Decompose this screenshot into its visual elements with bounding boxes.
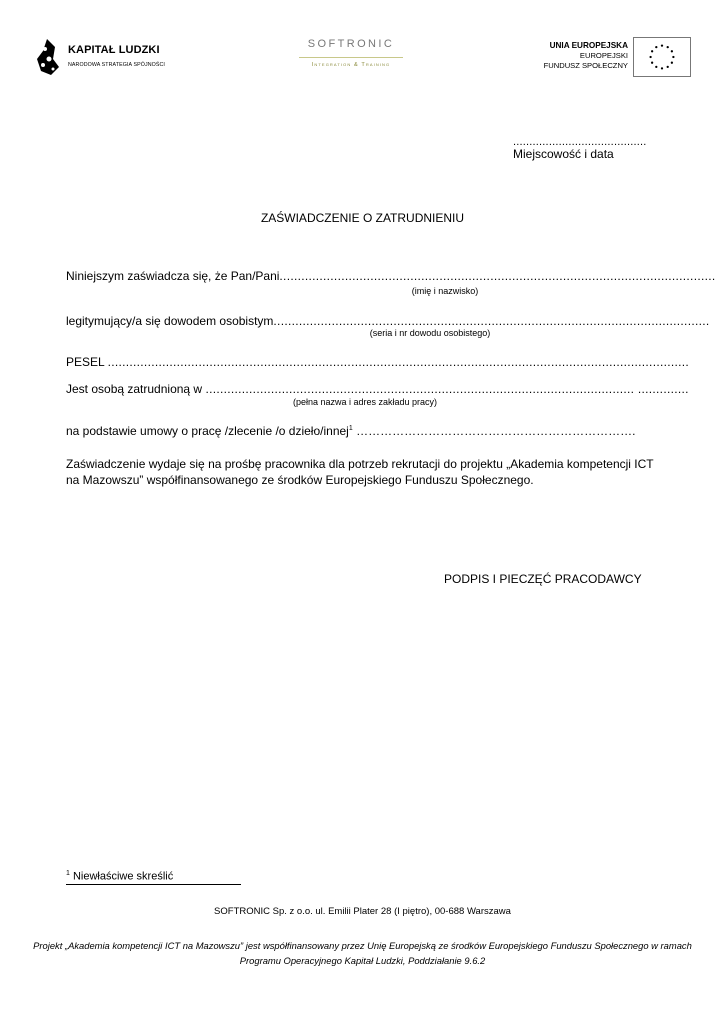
pesel-field (66, 355, 690, 369)
project-line1: Projekt „Akademia kompetencji ICT na Mazowszu” jest współfinansowany przez Unię Europejską ze środków Europejskiego Funduszu Społecznego w ramach (33, 940, 692, 951)
footnote-mark: 1 (66, 870, 70, 877)
employer-field-dots: ...................................................................................................................... .............. (205, 382, 689, 396)
eu-text-block (532, 41, 628, 71)
name-field (66, 269, 716, 283)
kapital-ludzki-subtitle: NARODOWA STRATEGIA SPÓJNOŚCI (68, 62, 165, 68)
eu-flag-icon (633, 37, 691, 77)
eu-line3: FUNDUSZ SPOŁECZNY (543, 61, 628, 70)
contract-footnote-mark: 1 (348, 425, 353, 432)
name-field-dots: ........................................................................................................................ (279, 269, 716, 283)
company-address: SOFTRONIC Sp. z o.o. ul. Emilii Plater 28 (I piętro), 00-688 Warszawa (214, 906, 511, 917)
project-line2: Programu Operacyjnego Kapitał Ludzki, Poddziałanie 9.6.2 (239, 955, 486, 966)
kapital-ludzki-logo-icon (33, 37, 65, 77)
employer-field (66, 382, 689, 396)
place-date-label: Miejscowość i data (513, 147, 614, 161)
signature-label: PODPIS I PIECZĘĆ PRACODAWCY (444, 572, 642, 586)
contract-field-label: na podstawie umowy o pracę /zlecenie /o dzieło/innej (66, 424, 349, 438)
softronic-tagline: Integration & Training (311, 62, 391, 68)
employer-field-hint: (pełna nazwa i adres zakładu pracy) (292, 397, 438, 407)
footnote (66, 870, 173, 883)
name-field-label: Niniejszym zaświadcza się, że Pan/Pani (66, 269, 280, 283)
id-field-label: legitymujący/a się dowodem osobistym (66, 314, 274, 328)
name-field-hint: (imię i nazwisko) (411, 286, 479, 296)
body-paragraph: Zaświadczenie wydaje się na prośbę pracownika dla potrzeb rekrutacji do projektu „Akademia kompetencji ICT na Mazowszu” współfinansowanego ze środków Europejskiego Funduszu Społecznego. (66, 457, 654, 487)
pesel-field-dots: ................................................................................................................................................................ (107, 355, 690, 369)
footnote-text: Niewłaściwe skreślić (69, 870, 174, 883)
pesel-field-label: PESEL (66, 355, 105, 369)
softronic-divider (299, 57, 403, 58)
place-date-dots: ......................................... (513, 136, 647, 148)
eu-line1: UNIA EUROPEJSKA (549, 41, 628, 50)
id-field-hint: (seria i nr dowodu osobistego) (369, 328, 491, 338)
softronic-logo (296, 38, 406, 68)
kapital-ludzki-title: KAPITAŁ LUDZKI (68, 44, 160, 56)
contract-field-dots: ……………………………………………………………. (356, 424, 636, 438)
id-field-dots: ........................................................................................................................ (273, 314, 710, 328)
document-title: ZAŚWIADCZENIE O ZATRUDNIENIU (260, 211, 465, 225)
employer-field-label: Jest osobą zatrudnioną w (66, 382, 203, 396)
id-field (66, 314, 710, 328)
contract-field (66, 424, 656, 438)
softronic-name: SOFTRONIC (307, 38, 395, 50)
project-statement (0, 938, 725, 968)
footnote-rule (66, 884, 241, 885)
eu-line2: EUROPEJSKI (579, 51, 628, 60)
